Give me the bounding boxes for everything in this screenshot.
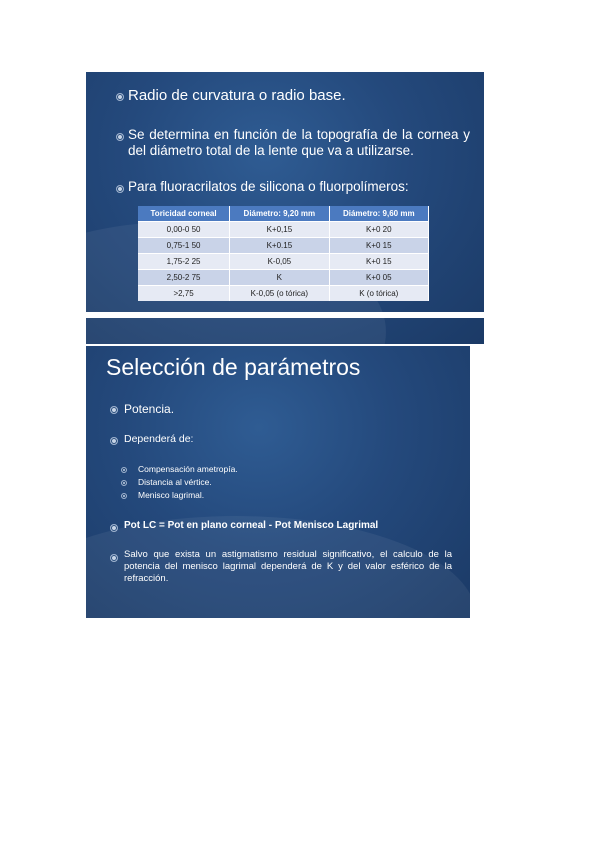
bullet-icon <box>116 133 124 141</box>
bullet-icon <box>110 554 118 562</box>
bullet-dependera: Dependerá de: <box>124 433 194 445</box>
parameter-table <box>138 206 429 301</box>
table-cell: K+0 15 <box>329 254 428 270</box>
slide-seleccion-parametros <box>86 346 470 618</box>
bullet-se-determina: Se determina en función de la topografía de la cornea y del diámetro total de la lente que va a utilizarse. <box>128 127 470 158</box>
slide-divider-band <box>86 312 484 318</box>
sub-bullet-distancia: Distancia al vértice. <box>138 477 212 487</box>
slide-title: Selección de parámetros <box>106 354 361 380</box>
table-cell: K <box>230 270 329 286</box>
table-cell: K+0.15 <box>230 238 329 254</box>
table-row <box>138 270 429 286</box>
bullet-icon <box>116 185 124 193</box>
bullet-potencia: Potencia. <box>124 402 175 416</box>
slide-radio-curvatura <box>86 72 484 344</box>
column-header: Toricidad corneal <box>138 206 230 222</box>
column-header: Diámetro: 9,20 mm <box>230 206 329 222</box>
table-cell: K-0,05 (o tórica) <box>230 286 329 302</box>
table-cell: K+0 05 <box>329 270 428 286</box>
table-cell: >2,75 <box>138 286 230 302</box>
bullet-icon <box>110 406 118 414</box>
bullet-icon <box>116 93 124 101</box>
sub-bullet-menisco: Menisco lagrimal. <box>138 490 205 500</box>
bullet-icon <box>110 524 118 532</box>
table-row <box>138 238 429 254</box>
sub-bullet-compensacion: Compensación ametropía. <box>138 464 238 474</box>
table-cell: 2,50-2 75 <box>138 270 230 286</box>
bullet-radio-curvatura: Radio de curvatura o radio base. <box>128 87 346 104</box>
table-cell: 0,75-1 50 <box>138 238 230 254</box>
table-cell: 0,00-0 50 <box>138 222 230 238</box>
table-row <box>138 222 429 238</box>
table-cell: K+0 15 <box>329 238 428 254</box>
bullet-icon <box>121 493 127 499</box>
bullet-icon <box>110 437 118 445</box>
bullet-salvo: Salvo que exista un astigmatismo residual significativo, el calculo de la potencia del menisco lagrimal dependerá de K y del valor esférico de la refracción. <box>124 549 452 584</box>
bullet-icon <box>121 467 127 473</box>
table-cell: K (o tórica) <box>329 286 428 302</box>
table-row <box>138 254 429 270</box>
table-row <box>138 286 429 302</box>
table-header-row <box>138 206 429 222</box>
table-cell: K-0,05 <box>230 254 329 270</box>
column-header: Diámetro: 9,60 mm <box>329 206 428 222</box>
table-cell: K+0 20 <box>329 222 428 238</box>
bullet-icon <box>121 480 127 486</box>
table-cell: K+0,15 <box>230 222 329 238</box>
bullet-fluoracrilatos: Para fluoracrilatos de silicona o fluorpolímeros: <box>128 179 409 194</box>
bullet-formula: Pot LC = Pot en plano corneal - Pot Menisco Lagrimal <box>124 520 379 531</box>
table-cell: 1,75-2 25 <box>138 254 230 270</box>
